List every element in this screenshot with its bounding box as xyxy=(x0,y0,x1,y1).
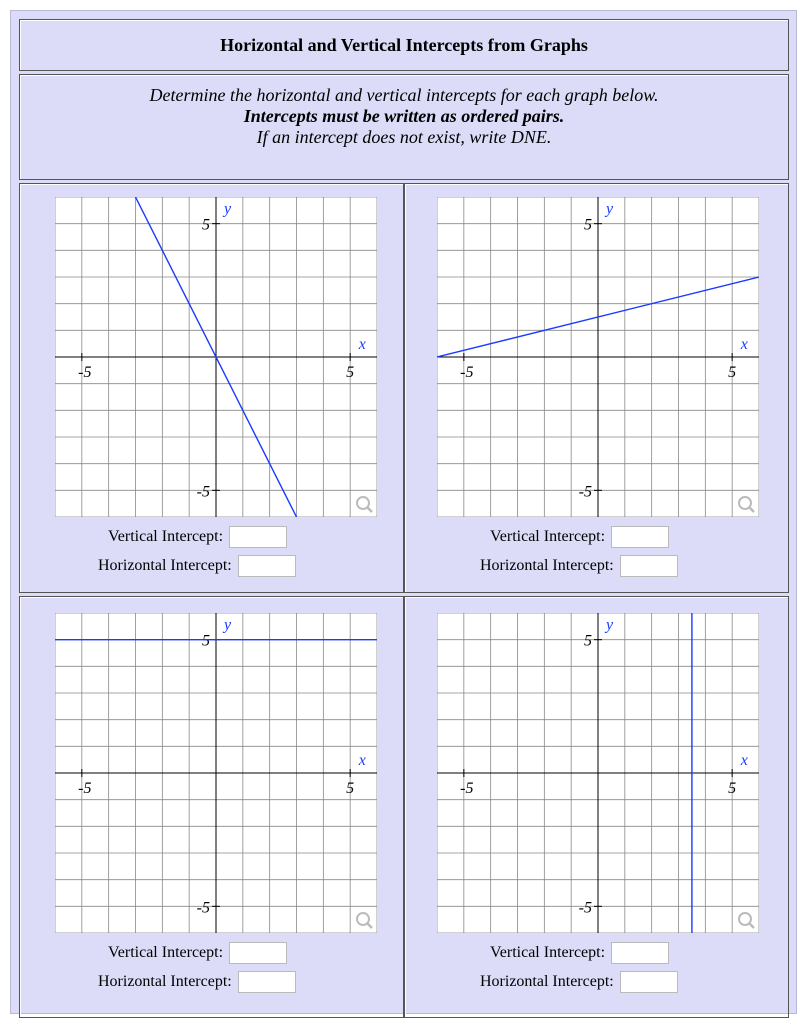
vertical-intercept-label: Vertical Intercept: xyxy=(108,944,224,961)
vertical-intercept-input-3[interactable] xyxy=(229,942,287,964)
y-tick-label-neg: -5 xyxy=(196,483,210,501)
horizontal-intercept-row-1 xyxy=(98,553,296,579)
x-axis-label: x xyxy=(358,752,366,769)
y-tick-label-pos: 5 xyxy=(584,216,592,234)
x-tick-label-pos: 5 xyxy=(346,780,355,797)
y-axis-label: y xyxy=(606,200,614,218)
x-axis-label: x xyxy=(740,752,748,769)
vertical-intercept-label: Vertical Intercept: xyxy=(108,528,224,545)
horizontal-intercept-label: Horizontal Intercept: xyxy=(98,973,232,990)
y-axis-label: y xyxy=(606,616,614,634)
horizontal-intercept-label: Horizontal Intercept: xyxy=(480,973,614,990)
x-axis-label: x xyxy=(740,336,748,353)
page-title: Horizontal and Vertical Intercepts from Graphs xyxy=(19,19,789,71)
horizontal-intercept-input-1[interactable] xyxy=(238,555,296,577)
vertical-intercept-row-3 xyxy=(108,940,287,966)
y-tick-label-pos: 5 xyxy=(202,216,210,234)
horizontal-intercept-input-3[interactable] xyxy=(238,971,296,993)
vertical-intercept-input-1[interactable] xyxy=(229,526,287,548)
vertical-intercept-row-2 xyxy=(490,524,669,550)
instruction-line-1: Determine the horizontal and vertical intercepts for each graph below. xyxy=(149,85,659,105)
horizontal-intercept-input-4[interactable] xyxy=(620,971,678,993)
x-axis-label: x xyxy=(358,336,366,353)
x-tick-label-neg: -5 xyxy=(460,364,474,381)
y-tick-label-pos: 5 xyxy=(202,632,210,650)
x-tick-label-pos: 5 xyxy=(346,364,355,381)
y-tick-label-neg: -5 xyxy=(578,483,592,501)
instruction-line-2: Intercepts must be written as ordered pairs. xyxy=(243,106,565,126)
horizontal-intercept-row-3 xyxy=(98,969,296,995)
x-tick-label-pos: 5 xyxy=(728,780,737,797)
vertical-intercept-input-2[interactable] xyxy=(611,526,669,548)
graph-1[interactable] xyxy=(55,197,377,517)
y-tick-label-neg: -5 xyxy=(578,899,592,917)
graph-4[interactable] xyxy=(437,613,759,933)
y-tick-label-neg: -5 xyxy=(196,899,210,917)
x-tick-label-neg: -5 xyxy=(78,780,92,797)
horizontal-intercept-row-4 xyxy=(480,969,678,995)
graph-3[interactable] xyxy=(55,613,377,933)
graph-2[interactable] xyxy=(437,197,759,517)
horizontal-intercept-input-2[interactable] xyxy=(620,555,678,577)
instructions-block xyxy=(19,74,789,180)
instruction-line-3: If an intercept does not exist, write DNE. xyxy=(256,127,552,147)
vertical-intercept-label: Vertical Intercept: xyxy=(490,528,606,545)
vertical-intercept-row-1 xyxy=(108,524,287,550)
y-axis-label: y xyxy=(224,200,232,218)
vertical-intercept-label: Vertical Intercept: xyxy=(490,944,606,961)
horizontal-intercept-row-2 xyxy=(480,553,678,579)
horizontal-intercept-label: Horizontal Intercept: xyxy=(480,557,614,574)
horizontal-intercept-label: Horizontal Intercept: xyxy=(98,557,232,574)
y-tick-label-pos: 5 xyxy=(584,632,592,650)
x-tick-label-neg: -5 xyxy=(460,780,474,797)
y-axis-label: y xyxy=(224,616,232,634)
vertical-intercept-input-4[interactable] xyxy=(611,942,669,964)
x-tick-label-neg: -5 xyxy=(78,364,92,381)
vertical-intercept-row-4 xyxy=(490,940,669,966)
x-tick-label-pos: 5 xyxy=(728,364,737,381)
